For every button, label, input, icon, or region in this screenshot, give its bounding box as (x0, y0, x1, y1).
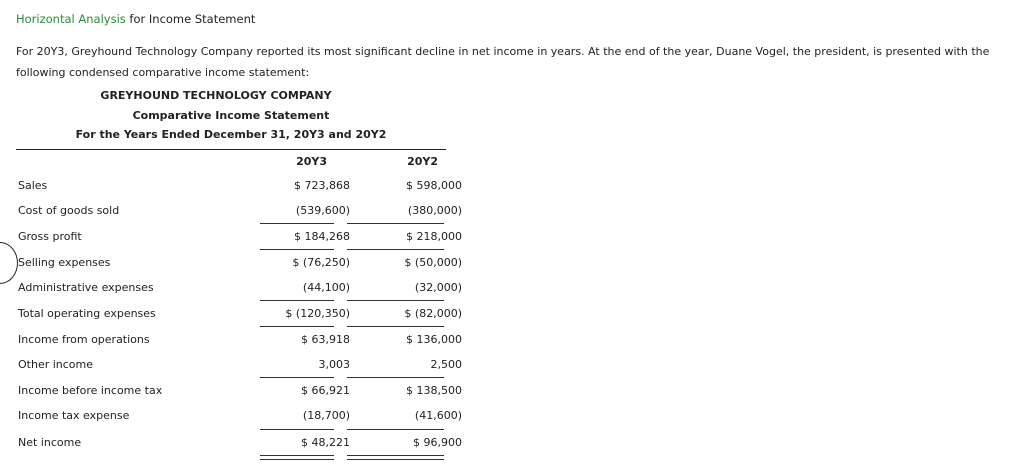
subtotal-rule (347, 249, 444, 250)
subtotal-rule (347, 326, 444, 327)
row-label: Net income (18, 436, 82, 449)
statement-title: Comparative Income Statement (132, 109, 330, 122)
subtotal-rule (260, 429, 334, 430)
row-label: Income from operations (18, 333, 150, 346)
statement-period: For the Years Ended December 31, 20Y3 and 20Y2 (75, 128, 387, 141)
subtotal-rule (260, 300, 334, 301)
value-20y3: (18,700) (302, 409, 350, 422)
subtotal-rule (347, 300, 444, 301)
row-label: Total operating expenses (18, 307, 156, 320)
value-20y3: $ 63,918 (301, 333, 350, 346)
row-label: Sales (18, 179, 48, 192)
row-label: Gross profit (18, 230, 82, 243)
company-name: GREYHOUND TECHNOLOGY COMPANY (100, 89, 332, 102)
heading-link[interactable]: Horizontal Analysis (16, 12, 126, 26)
value-20y3: $ 48,221 (301, 436, 350, 449)
total-double-rule (347, 455, 444, 460)
value-20y2: $ 96,900 (413, 436, 462, 449)
value-20y2: 2,500 (430, 358, 462, 371)
value-20y2: $ (82,000) (404, 307, 462, 320)
subtotal-rule (260, 249, 334, 250)
value-20y2: (380,000) (407, 204, 462, 217)
value-20y2: $ 138,500 (406, 384, 462, 397)
value-20y2: (32,000) (414, 281, 462, 294)
total-double-rule (260, 455, 334, 460)
subtotal-rule (260, 223, 334, 224)
value-20y3: $ (76,250) (292, 256, 350, 269)
header-rule (16, 149, 446, 150)
value-20y3: $ 184,268 (294, 230, 350, 243)
heading-text: for Income Statement (129, 12, 256, 26)
subtotal-rule (260, 377, 334, 378)
column-header-20y2: 20Y2 (407, 155, 438, 168)
value-20y3: 3,003 (318, 358, 350, 371)
value-20y2: $ 218,000 (406, 230, 462, 243)
value-20y2: $ 136,000 (406, 333, 462, 346)
value-20y3: $ 723,868 (294, 179, 350, 192)
value-20y3: $ (120,350) (285, 307, 350, 320)
page-heading (16, 12, 255, 26)
row-label: Income tax expense (18, 409, 130, 422)
intro-paragraph: For 20Y3, Greyhound Technology Company reported its most significant decline in net income in years. At the end of the year, Duane Vogel, the president, is presented with the following condensed comparative income statement: (16, 45, 990, 79)
row-label: Income before income tax (18, 384, 163, 397)
cursor-circle-marker (0, 242, 18, 284)
subtotal-rule (347, 377, 444, 378)
row-label: Administrative expenses (18, 281, 154, 294)
value-20y2: $ 598,000 (406, 179, 462, 192)
subtotal-rule (347, 429, 444, 430)
subtotal-rule (260, 326, 334, 327)
column-header-20y3: 20Y3 (296, 155, 327, 168)
value-20y2: $ (50,000) (404, 256, 462, 269)
value-20y3: (44,100) (302, 281, 350, 294)
subtotal-rule (347, 223, 444, 224)
value-20y2: (41,600) (414, 409, 462, 422)
row-label: Selling expenses (18, 256, 111, 269)
row-label: Other income (18, 358, 94, 371)
value-20y3: (539,600) (295, 204, 350, 217)
value-20y3: $ 66,921 (301, 384, 350, 397)
row-label: Cost of goods sold (18, 204, 120, 217)
